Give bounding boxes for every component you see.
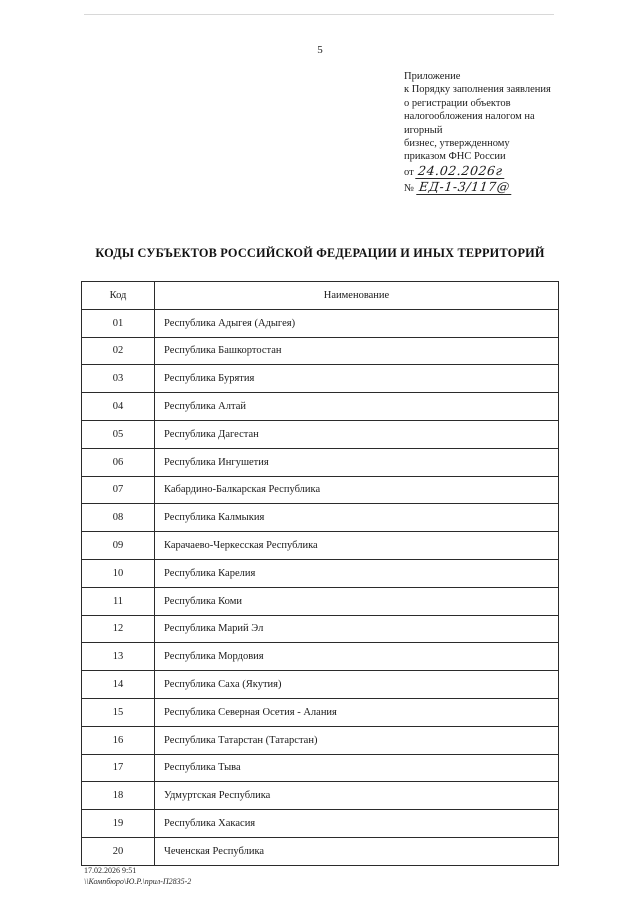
cell-code: 16 [82,726,155,754]
cell-name: Республика Марий Эл [155,615,559,643]
cell-name: Республика Северная Осетия - Алания [155,698,559,726]
cell-code: 15 [82,698,155,726]
footer-filepath: \\Компбюро\Ю.Р.\прил-П2835-2 [84,877,192,886]
page-title: КОДЫ СУБЪЕКТОВ РОССИЙСКОЙ ФЕДЕРАЦИИ И ИНЫХ ТЕРРИТОРИЙ [95,246,545,260]
cell-name: Республика Алтай [155,393,559,421]
table-row [82,309,559,337]
cell-code: 03 [82,365,155,393]
appendix-line-2: к Порядку заполнения заявления [404,84,551,96]
cell-code: 06 [82,448,155,476]
appendix-line-6: бизнес, утвержденному [404,138,510,150]
table-row [82,365,559,393]
table-header-row [82,282,559,310]
cell-code: 07 [82,476,155,504]
region-codes-table [81,281,559,866]
cell-code: 09 [82,532,155,560]
cell-code: 08 [82,504,155,532]
cell-name: Республика Коми [155,587,559,615]
appendix-number-value: ЕД-1-3/117@ [416,180,512,195]
appendix-date-value: 24.02.2026г [416,164,506,179]
table-row [82,754,559,782]
cell-name: Республика Калмыкия [155,504,559,532]
appendix-line-3: о регистрации объектов [404,97,511,109]
cell-name: Республика Башкортостан [155,337,559,365]
cell-code: 20 [82,837,155,865]
cell-code: 01 [82,309,155,337]
table-body [82,309,559,865]
cell-code: 17 [82,754,155,782]
cell-name: Чеченская Республика [155,837,559,865]
table-row [82,476,559,504]
table-row [82,671,559,699]
appendix-date-label: от [404,166,414,178]
cell-name: Удмуртская Республика [155,782,559,810]
appendix-number-row [404,180,614,196]
page-number: 5 [317,44,323,56]
footer-timestamp: 17.02.2026 9:51 [84,866,137,875]
cell-name: Кабардино-Балкарская Республика [155,476,559,504]
cell-name: Республика Ингушетия [155,448,559,476]
footer-block [84,865,191,887]
table-row [82,559,559,587]
table-row [82,643,559,671]
cell-name: Карачаево-Черкесская Республика [155,532,559,560]
cell-code: 04 [82,393,155,421]
cell-code: 19 [82,810,155,838]
cell-name: Республика Адыгея (Адыгея) [155,309,559,337]
appendix-number-label: № [404,182,415,194]
appendix-line-1: Приложение [404,71,461,82]
table-row [82,337,559,365]
cell-name: Республика Тыва [155,754,559,782]
cell-name: Республика Хакасия [155,810,559,838]
table-row [82,393,559,421]
appendix-line-7: приказом ФНС России [404,151,506,163]
cell-code: 02 [82,337,155,365]
cell-code: 10 [82,559,155,587]
cell-name: Республика Татарстан (Татарстан) [155,726,559,754]
column-header-name: Наименование [155,282,559,310]
table-row [82,782,559,810]
cell-code: 12 [82,615,155,643]
table-row [82,420,559,448]
table-row [82,504,559,532]
cell-code: 13 [82,643,155,671]
table-row [82,587,559,615]
cell-code: 05 [82,420,155,448]
cell-name: Республика Карелия [155,559,559,587]
cell-code: 18 [82,782,155,810]
cell-name: Республика Мордовия [155,643,559,671]
table-row [82,837,559,865]
appendix-line-5: игорный [404,124,443,136]
cell-name: Республика Дагестан [155,420,559,448]
table-row [82,615,559,643]
table-row [82,532,559,560]
cell-name: Республика Бурятия [155,365,559,393]
table-row [82,726,559,754]
appendix-line-4: налогообложения налогом на [404,111,535,123]
scan-artifact-line [84,14,554,15]
appendix-date-row [404,164,614,180]
table-row [82,448,559,476]
column-header-code: Код [82,282,155,310]
cell-name: Республика Саха (Якутия) [155,671,559,699]
table-row [82,810,559,838]
cell-code: 14 [82,671,155,699]
appendix-reference-block [404,70,614,196]
table-row [82,698,559,726]
cell-code: 11 [82,587,155,615]
